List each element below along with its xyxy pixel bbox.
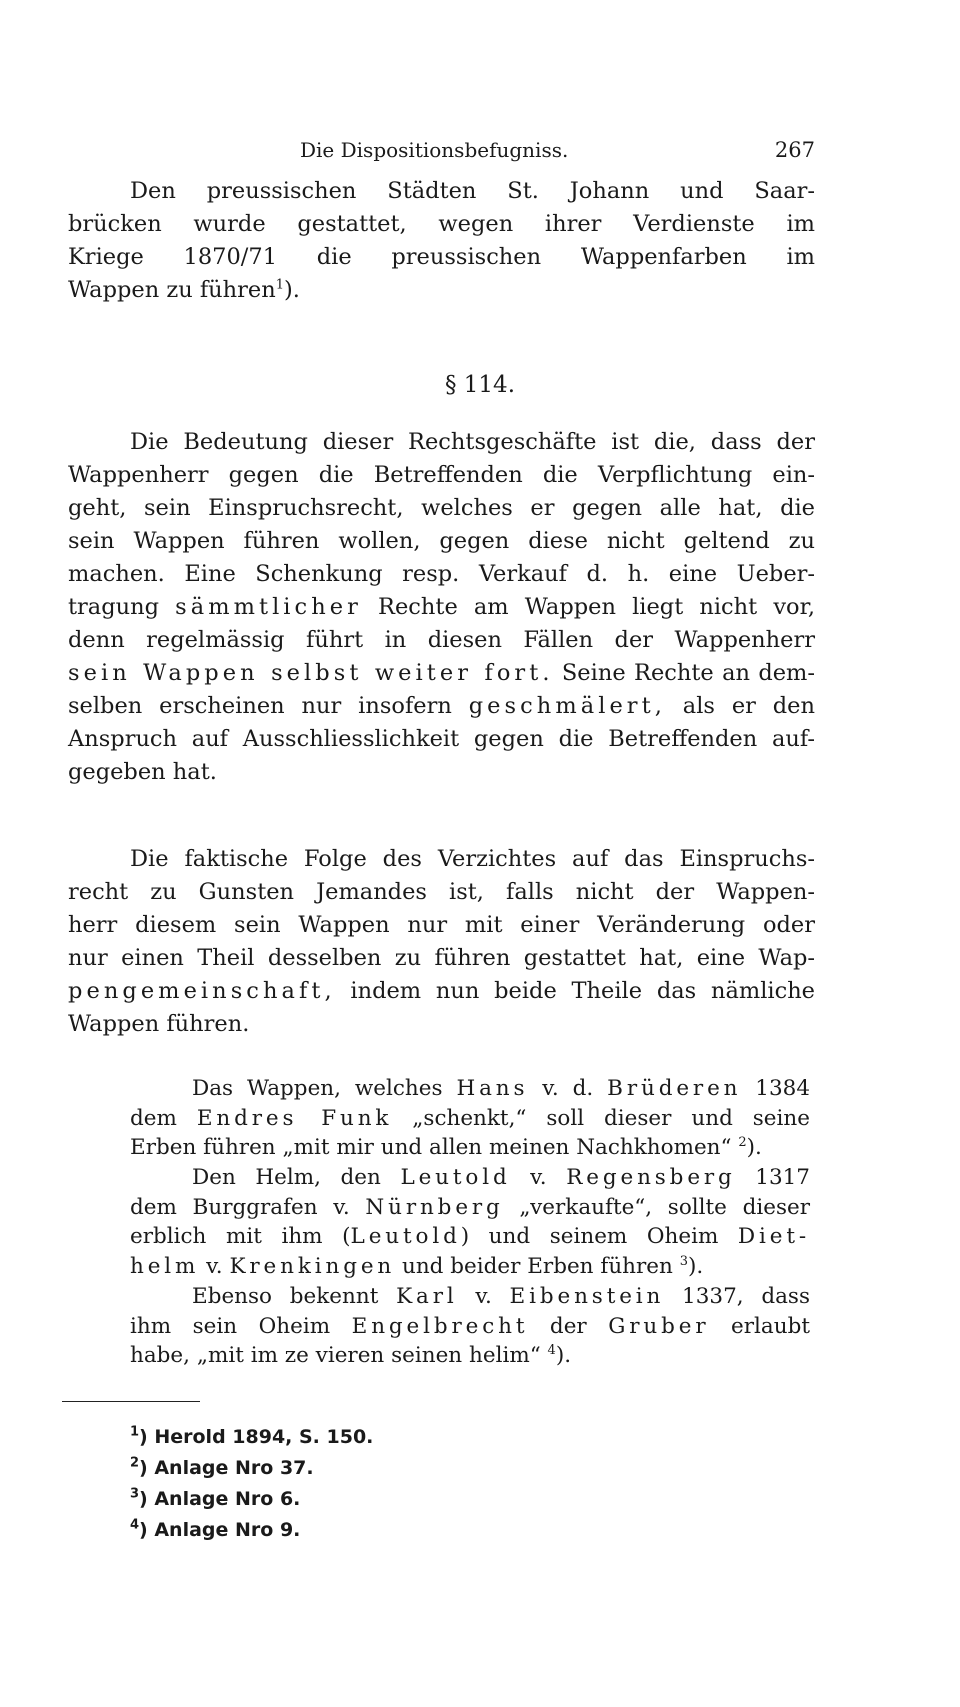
footnote-mark: 3 [130,1486,140,1502]
text-span: und beider Erben führen [395,1253,680,1279]
text-span: Erben führen „mit mir und allen meinen Nachkhomen“ [130,1135,739,1160]
text-span: v. d. [528,1076,608,1101]
footnotes [130,1422,373,1546]
text-span: ). [687,1253,704,1279]
emphasized-text: Diet- [737,1224,811,1249]
example-1 [130,1074,810,1163]
text-line [130,1193,810,1223]
text-line [68,558,815,591]
text-line [68,756,815,789]
text-span: Den preussischen Städten St. Johann und Saar- [130,178,815,204]
emphasized-text: geschmälert, [468,693,666,719]
text-span: Das Wappen, welches [192,1076,457,1101]
footnote-ref: 2 [738,1134,747,1150]
text-line [68,1008,815,1041]
emphasized-text: Leutold [350,1224,461,1249]
text-span: indem nun beide Theile das nämliche [335,978,815,1004]
text-line [68,876,815,909]
emphasized-text: Brüderen [607,1076,742,1101]
emphasized-text: Krenkingen [229,1253,396,1279]
text-span: Die Bedeutung dieser Rechtsgeschäfte ist die, dass der [130,429,815,455]
text-line [68,426,815,459]
text-span: v. [199,1253,230,1279]
text-span: 1317 [735,1165,810,1190]
text-span: geht, sein Einspruchsrecht, welches er gegen alle hat, die [68,495,815,521]
emphasized-text: Eibenstein [509,1284,665,1309]
text-span: dem Burggrafen v. [130,1194,366,1220]
footnote-mark: 4 [130,1517,140,1533]
footnote-text: ) Anlage Nro 6. [139,1488,301,1510]
text-line [68,175,815,208]
footnote-text: ) Herold 1894, S. 150. [139,1426,374,1448]
text-line [130,1104,810,1134]
text-line [130,1341,810,1371]
text-span: Anspruch auf Ausschliesslichkeit gegen die Betreffenden auf- [68,726,815,752]
text-line [68,208,815,241]
text-span: Wappen zu führen [68,277,276,303]
text-span: nur einen Theil desselben zu führen gestattet hat, eine Wap- [68,945,815,971]
text-span: erblich mit ihm ( [130,1224,351,1249]
text-line [130,1133,810,1163]
text-span: herr diesem sein Wappen nur mit einer Veränderung oder [68,912,815,938]
section-heading: § 114. [444,372,516,398]
text-line [68,591,815,624]
text-span: Die faktische Folge des Verzichtes auf das Einspruchs- [130,846,815,872]
footnote-ref: 4 [547,1342,556,1358]
text-span: Kriege 1870/71 die preussischen Wappenfarben im [68,244,815,270]
text-line [130,1222,810,1252]
emphasized-text: pengemeinschaft, [68,978,336,1004]
text-span: 1384 [741,1076,811,1101]
intro-paragraph [68,175,815,307]
text-line [68,690,815,723]
emphasized-text: Hans [456,1076,529,1101]
text-line [68,525,815,558]
text-line [130,1282,810,1312]
text-span: Seine Rechte an dem- [553,660,815,686]
text-line [68,843,815,876]
text-line [68,492,815,525]
emphasized-text: Engelbrecht [351,1313,529,1339]
text-span: v. [510,1165,567,1190]
emphasized-text: Gruber [608,1313,710,1339]
footnote-item [130,1422,373,1453]
text-line [68,657,815,690]
text-span: recht zu Gunsten Jemandes ist, falls nicht der Wappen- [68,879,815,905]
text-span: Wappenherr gegen die Betreffenden die Verpflichtung ein- [68,462,815,488]
text-span: machen. Eine Schenkung resp. Verkauf d. h. eine Ueber- [68,561,815,587]
text-line [68,723,815,756]
text-span: der [528,1313,609,1339]
footnote-text: ) Anlage Nro 37. [139,1457,314,1479]
text-line [68,909,815,942]
text-span: ). [746,1135,762,1160]
text-line [68,624,815,657]
text-span: v. [457,1284,510,1309]
emphasized-text: Regensberg [566,1165,736,1190]
text-line [130,1252,810,1282]
text-span: „schenkt,“ soll dieser und seine [392,1105,810,1131]
page-number: 267 [774,138,815,162]
text-span: tragung [68,594,176,620]
text-span: ) und seinem Oheim [460,1224,738,1249]
paragraph-1 [68,426,815,789]
text-span: ). [555,1343,572,1368]
footnote-item [130,1515,373,1546]
emphasized-text: Leutold [400,1165,511,1190]
text-line [130,1163,810,1193]
footnote-item [130,1453,373,1484]
text-span: Den Helm, den [192,1165,401,1190]
text-line [130,1312,810,1342]
text-line [68,942,815,975]
emphasized-text: Nürnberg [365,1194,504,1220]
footnote-ref: 1 [275,277,284,293]
footnote-text: ) Anlage Nro 9. [139,1519,301,1541]
example-2 [130,1163,810,1281]
text-line [130,1074,810,1104]
footnote-mark: 2 [130,1455,140,1471]
text-span: sein Wappen führen wollen, gegen diese nicht geltend zu [68,528,815,554]
text-line [68,975,815,1008]
text-span: brücken wurde gestattet, wegen ihrer Verdienste im [68,211,815,237]
text-span: Ebenso bekennt [192,1284,397,1309]
text-span: Rechte am Wappen liegt nicht vor, [361,594,816,620]
text-span: dem [130,1105,197,1131]
text-line [68,241,815,274]
running-header [300,138,815,162]
emphasized-text: sein Wappen selbst weiter fort. [68,660,554,686]
footnote-mark: 1 [130,1424,140,1440]
footnote-divider [62,1401,200,1402]
text-span: ihm sein Oheim [130,1313,352,1339]
text-span: erlaubt [709,1313,811,1339]
text-span: als er den [665,693,815,719]
emphasized-text: Karl [396,1284,458,1309]
text-span: habe, „mit im ze vieren seinen helim“ [130,1343,548,1368]
running-title: Die Dispositionsbefugniss. [300,138,569,162]
text-span: 1337, dass [664,1284,810,1309]
emphasized-text: helm [130,1253,200,1279]
footnote-item [130,1484,373,1515]
example-3 [130,1282,810,1371]
text-span: Wappen führen. [68,1011,250,1037]
paragraph-2 [68,843,815,1041]
text-span: selben erscheinen nur insofern [68,693,469,719]
text-line [68,274,815,307]
text-line [68,459,815,492]
text-span: „verkaufte“, sollte dieser [503,1194,810,1220]
text-span: ). [284,277,300,303]
emphasized-text: sämmtlicher [175,594,362,620]
text-span: denn regelmässig führt in diesen Fällen der Wappenherr [68,627,815,653]
text-span: gegeben hat. [68,759,217,785]
emphasized-text: Endres Funk [196,1105,393,1131]
footnote-ref: 3 [679,1253,688,1269]
